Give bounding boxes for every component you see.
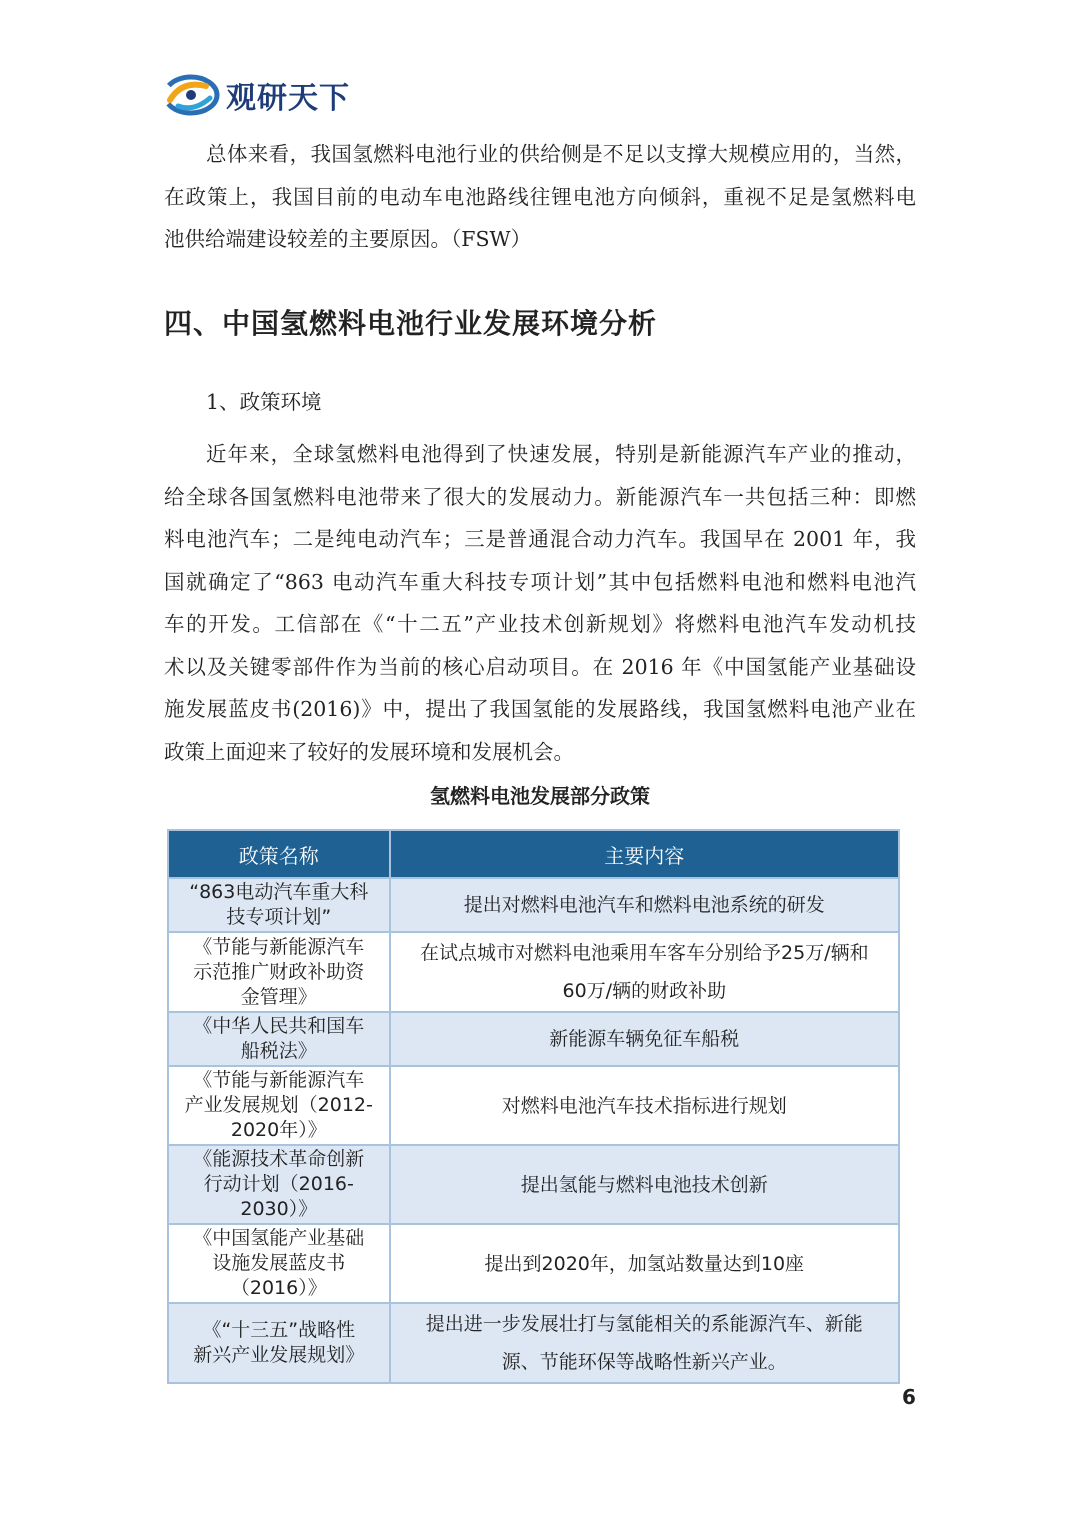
body-line: 政策上面迎来了较好的发展环境和发展机会。: [164, 739, 574, 764]
subsection-heading: 1、政策环境: [206, 390, 322, 414]
table-row: [168, 932, 899, 1012]
policy-content-cell: 提出进一步发展壮打与氢能相关的系能源汽车、新能 源、节能环保等战略性新兴产业。: [390, 1303, 899, 1383]
logo: [162, 70, 350, 120]
body-line: 给全球各国氢燃料电池带来了很大的发展动力。新能源汽车一共包括三种：即燃: [164, 484, 916, 509]
policy-name-cell: 《节能与新能源汽车 产业发展规划（2012- 2020年）》: [168, 1066, 390, 1145]
policy-name-cell: 《节能与新能源汽车 示范推广财政补助资 金管理》: [168, 932, 390, 1012]
table-row: [168, 1303, 899, 1383]
policy-table: [167, 829, 900, 1384]
table-row: [168, 1012, 899, 1066]
body-line: 施发展蓝皮书(2016)》中，提出了我国氢能的发展路线，我国氢燃料电池产业在: [164, 697, 916, 721]
logo-text: 观研天下: [226, 81, 350, 116]
body-line: 近年来，全球氢燃料电池得到了快速发展，特别是新能源汽车产业的推动，: [206, 442, 916, 466]
body-line: 料电池汽车；二是纯电动汽车；三是普通混合动力汽车。我国早在 2001 年，我: [164, 527, 916, 551]
section-heading: 四、中国氢燃料电池行业发展环境分析: [164, 307, 658, 340]
logo-swirl-icon: [162, 72, 220, 118]
policy-content-cell: 提出氢能与燃料电池技术创新: [390, 1145, 899, 1224]
intro-line: 总体来看，我国氢燃料电池行业的供给侧是不足以支撑大规模应用的，当然，: [206, 142, 916, 166]
intro-paragraph: [164, 133, 916, 261]
policy-content-cell: 提出到2020年，加氢站数量达到10座: [390, 1224, 899, 1303]
policy-content-cell: 在试点城市对燃料电池乘用车客车分别给予25万/辆和 60万/辆的财政补助: [390, 932, 899, 1012]
intro-line: 池供给端建设较差的主要原因。（FSW）: [164, 227, 532, 251]
table-row: [168, 1145, 899, 1224]
policy-content-cell: 新能源车辆免征车船税: [390, 1012, 899, 1066]
page-number: 6: [902, 1385, 916, 1409]
body-line: 车的开发。工信部在《“十二五”产业技术创新规划》将燃料电池汽车发动机技: [164, 612, 916, 636]
table-row: [168, 878, 899, 932]
policy-name-cell: “863电动汽车重大科 技专项计划”: [168, 878, 390, 932]
table-row: [168, 1066, 899, 1145]
table-row: [168, 1224, 899, 1303]
table-header-policy-name: 政策名称: [168, 830, 390, 878]
policy-name-cell: 《能源技术革命创新 行动计划（2016- 2030）》: [168, 1145, 390, 1224]
body-line: 国就确定了“863 电动汽车重大科技专项计划”其中包括燃料电池和燃料电池汽: [164, 569, 916, 594]
body-line: 术以及关键零部件作为当前的核心启动项目。在 2016 年《中国氢能产业基础设: [164, 654, 916, 679]
policy-name-cell: 《“十三五”战略性 新兴产业发展规划》: [168, 1303, 390, 1383]
body-paragraph: [164, 433, 916, 773]
policy-name-cell: 《中国氢能产业基础 设施发展蓝皮书 （2016）》: [168, 1224, 390, 1303]
table-title: 氢燃料电池发展部分政策: [430, 784, 650, 808]
table-header-main-content: 主要内容: [390, 830, 899, 878]
policy-name-cell: 《中华人民共和国车 船税法》: [168, 1012, 390, 1066]
policy-content-cell: 提出对燃料电池汽车和燃料电池系统的研发: [390, 878, 899, 932]
intro-line: 在政策上，我国目前的电动车电池路线往锂电池方向倾斜，重视不足是氢燃料电: [164, 184, 916, 209]
policy-content-cell: 对燃料电池汽车技术指标进行规划: [390, 1066, 899, 1145]
